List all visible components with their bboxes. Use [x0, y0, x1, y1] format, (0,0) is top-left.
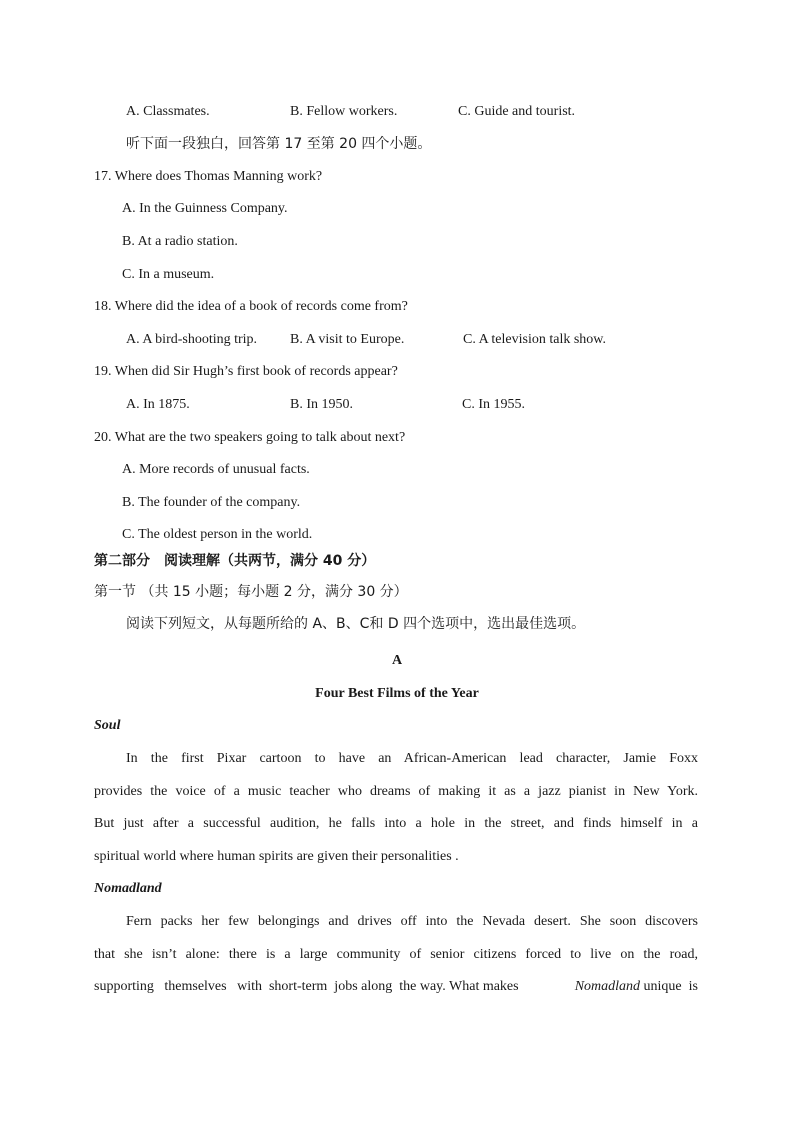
passage-label: A: [391, 653, 403, 668]
soul-line-1: In the first Pixar cartoon to have an African-American lead character, Jamie Foxx: [126, 751, 698, 766]
q16-option-c: C. Guide and tourist.: [458, 104, 576, 119]
q17-option-c: C. In a museum.: [122, 267, 215, 282]
q16-option-a: A. Classmates.: [126, 104, 210, 119]
nomadland-line-3-start: supporting themselves with short-term jobs along the way. What makes: [94, 979, 523, 994]
q18-option-b: B. A visit to Europe.: [290, 332, 405, 347]
q18-option-a: A. A bird-shooting trip.: [126, 332, 258, 347]
soul-line-3: But just after a successful audition, he falls into a hole in the street, and finds himself in a: [94, 816, 698, 831]
q19-option-b: B. In 1950.: [290, 397, 353, 412]
q17-option-b: B. At a radio station.: [122, 234, 238, 249]
nomadland-title: Nomadland: [94, 881, 162, 896]
nomadland-italic-title: Nomadland: [574, 979, 641, 994]
q17-option-a: A. In the Guinness Company.: [122, 201, 288, 216]
soul-line-2: provides the voice of a music teacher who dreams of making it as a jazz pianist in New York.: [94, 784, 698, 799]
question-17: 17. Where does Thomas Manning work?: [94, 169, 323, 184]
soul-title: Soul: [94, 718, 121, 733]
reading-instruction: 阅读下列短文，从每题所给的 A、B、C和 D 四个选项中，选出最佳选项。: [126, 616, 586, 632]
soul-line-4: spiritual world where human spirits are given their personalities .: [94, 849, 459, 864]
nomadland-line-3: [94, 977, 698, 997]
part2-heading: 第二部分 阅读理解（共两节，满分 40 分）: [94, 553, 376, 569]
instruction-17-20: 听下面一段独白，回答第 17 至第 20 四个小题。: [126, 136, 432, 152]
question-19: 19. When did Sir Hugh’s first book of records appear?: [94, 364, 398, 379]
q16-option-b: B. Fellow workers.: [290, 104, 398, 119]
q18-option-c: C. A television talk show.: [463, 332, 606, 347]
nomadland-line-2: that she isn’t alone: there is a large community of senior citizens forced to live on the road,: [94, 947, 698, 962]
passage-title: Four Best Films of the Year: [315, 686, 479, 701]
nomadland-line-3-tail: unique is: [640, 979, 698, 994]
nomadland-line-3-end: [575, 977, 698, 997]
question-18: 18. Where did the idea of a book of records come from?: [94, 299, 408, 314]
q19-option-a: A. In 1875.: [126, 397, 190, 412]
question-20: 20. What are the two speakers going to talk about next?: [94, 430, 406, 445]
q20-option-a: A. More records of unusual facts.: [122, 462, 310, 477]
section1-heading: 第一节 （共 15 小题；每小题 2 分，满分 30 分）: [94, 584, 408, 600]
q20-option-b: B. The founder of the company.: [122, 495, 301, 510]
nomadland-line-1: Fern packs her few belongings and drives off into the Nevada desert. She soon discovers: [126, 914, 698, 929]
q20-option-c: C. The oldest person in the world.: [122, 527, 313, 542]
q19-option-c: C. In 1955.: [462, 397, 525, 412]
